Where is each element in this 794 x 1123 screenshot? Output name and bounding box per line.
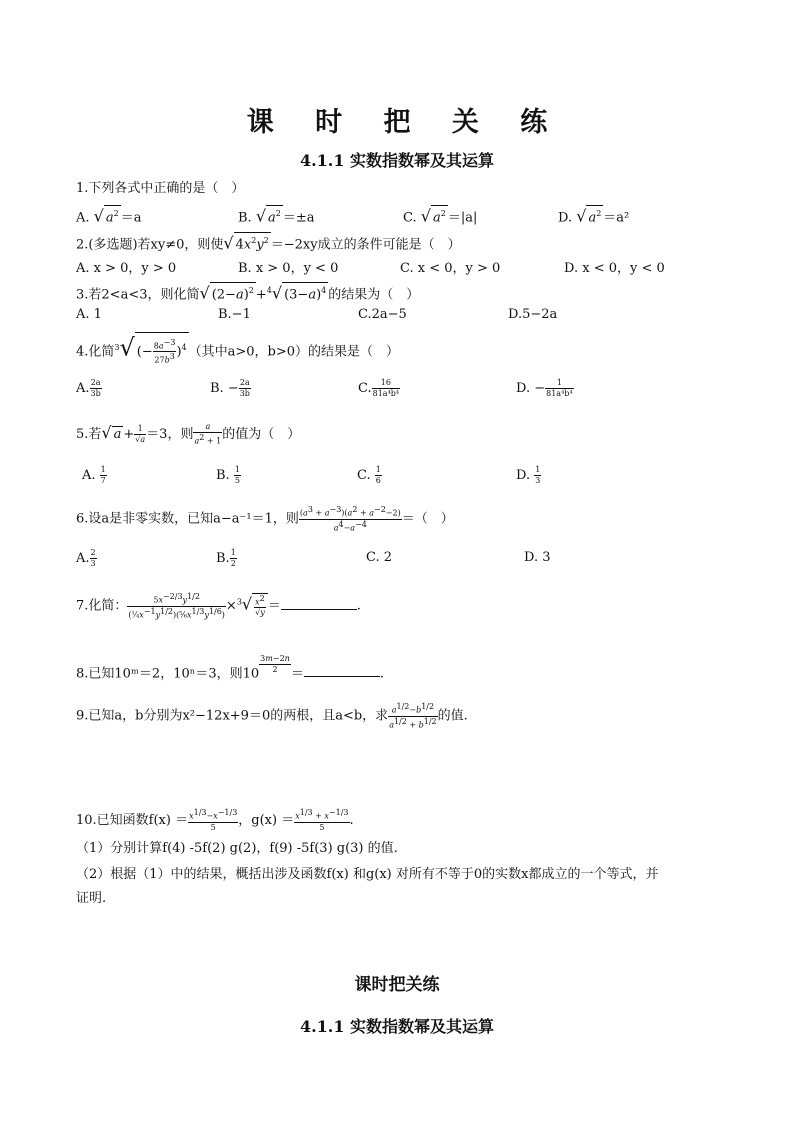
footer-title: 课时把关练 bbox=[354, 975, 440, 995]
q1-stem: 1.下列各式中正确的是（ ） bbox=[76, 181, 245, 196]
q10-part1: （1）分别计算f(4) -5f(2) g(2)，f(9) -5f(3) g(3) 的值. bbox=[76, 841, 398, 856]
q6-option-d: D. 3 bbox=[524, 550, 551, 565]
q6-option-a: A. $\frac{2}{3}$ bbox=[76, 548, 96, 568]
q3-option-a: A. 1 bbox=[76, 307, 102, 322]
q8-answer-blank bbox=[304, 664, 380, 677]
q4-option-c: C. $\frac{16}{\text{81a⁴b⁴}}$ bbox=[358, 378, 400, 398]
q1-option-d: D. √ $a^2 =a^2$ bbox=[558, 206, 630, 226]
q10-part2-continued: 证明. bbox=[76, 891, 107, 906]
q3-option-d: D.5−2a bbox=[508, 307, 558, 322]
q4-option-d: D. − $\frac{1}{\text{81a⁴b⁴}}$ bbox=[516, 378, 573, 398]
q6-stem: 6.设a是非零实数，已知a−a⁻¹＝1，则 $\frac{(a3 + a-3)(a2 + a-2-2)}{a4-a-4}$ ＝（ ） bbox=[76, 505, 454, 533]
q2-option-c: C. x < 0，y > 0 bbox=[400, 261, 501, 276]
q2-option-b: B. x > 0，y < 0 bbox=[238, 261, 339, 276]
q5-stem: 5.若√ a + $\frac{1}{√a}$ ＝3，则 $\frac{a}{a2 + 1}$ 的值为（ ） bbox=[76, 422, 301, 446]
q6-option-c: C. 2 bbox=[366, 550, 393, 565]
q3-stem: 3.若2<a<3，则化简√ $(2-a)^2 +^4√$ $(3-a)^4$ 的结果为（ ） bbox=[76, 283, 420, 303]
q10-part2: （2）根据（1）中的结果，概括出涉及函数f(x) 和g(x) 对所有不等于0的实数x都成立的一个等式，并 bbox=[76, 867, 659, 882]
q5-option-a: A. $\frac{1}{7}$ bbox=[82, 465, 106, 485]
q6-option-b: B. $\frac{1}{2}$ bbox=[216, 548, 236, 568]
q7-stem: 7.化简： $\frac{5x-2/3y1/2}{\text{(¼x−1y1/2)(⅚x1/3y1/6)}}$ ×$^3$√ $\frac{x2}{√y}$ ＝ . bbox=[76, 592, 361, 620]
q5-option-b: B. $\frac{1}{5}$ bbox=[216, 465, 240, 485]
q2-option-d: D. x < 0，y < 0 bbox=[564, 261, 665, 276]
q1-option-c: C. √ $a^2 =|a|$ bbox=[403, 206, 478, 226]
q4-option-b: B. − $\frac{2a}{3b}$ bbox=[210, 378, 250, 398]
q1-option-a: A. √ $a^2 =a$ bbox=[76, 206, 142, 226]
q9-stem: 9.已知a，b分别为x²−12x+9＝0的两根，且a<b，求 $\frac{a1/2-b1/2}{a1/2 + b1/2}$ 的值. bbox=[76, 702, 468, 730]
footer-subtitle: 4.1.1 实数指数幂及其运算 bbox=[299, 1017, 495, 1036]
q7-answer-blank bbox=[281, 597, 357, 610]
q2-option-a: A. x > 0，y > 0 bbox=[76, 261, 177, 276]
q4-option-a: A. $\frac{2a}{3b}$ bbox=[76, 378, 101, 398]
q3-option-c: C.2a−5 bbox=[358, 307, 407, 322]
page-title: 课 时 把 关 练 bbox=[246, 107, 564, 138]
q5-option-c: C. $\frac{1}{6}$ bbox=[357, 465, 381, 485]
q1-option-b: B. √ $a^2 =\pm a$ bbox=[238, 206, 315, 226]
page-subtitle: 4.1.1 实数指数幂及其运算 bbox=[299, 151, 495, 170]
q8-stem: 8.已知10ᵐ＝2，10ⁿ＝3，则10 $\frac{3m-2n}{2}$ ＝ . bbox=[76, 654, 384, 682]
q10-stem: 10.已知函数f(x) ＝ $\frac{x1/3-x-1/3}{5}$ ，g(x) ＝ $\frac{x1/3 + x-1/3}{5}$ . bbox=[76, 808, 354, 832]
q3-option-b: B.−1 bbox=[218, 307, 251, 322]
q5-option-d: D. $\frac{1}{3}$ bbox=[516, 465, 541, 485]
q4-stem: 4.化简$^3$√ (− $\frac{8a-3}{27b3}$ )$^4$ （其中a>0，b>0）的结果是（ ） bbox=[76, 332, 399, 367]
q2-stem: 2.(多选题)若xy≠0，则使√ $4x^2y^2 =-2xy$成立的条件可能是（ ） bbox=[76, 233, 461, 253]
